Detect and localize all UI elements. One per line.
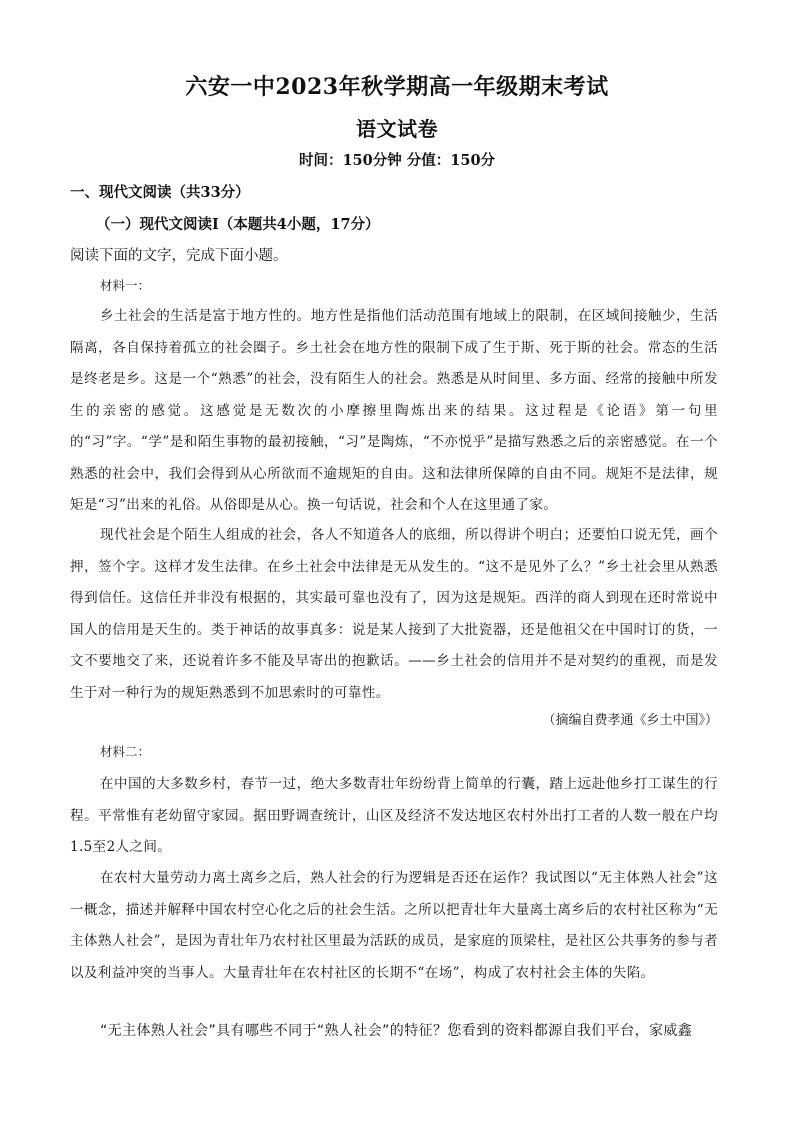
subsection-heading: （一）现代文阅读Ⅰ（本题共4小题，17分） bbox=[96, 216, 380, 233]
material-two-paragraph: 在农村大量劳动力离土离乡之后，熟人社会的行为逻辑是否还在运作？我试图以“无主体熟人社会”这一概念，描述并解释中国农村空心化之后的社会生活。之所以把青壮年大量离土离乡后的农村社区称为“无主体熟人社会”，是因为青壮年乃农村社区里最为活跃的成员，是家庭的顶梁柱，是社区公共事务的参与者以及利益冲突的当事人。大量青壮年在农村社区的长期不“在场”，构成了农村社会主体的失陷。 bbox=[70, 870, 718, 981]
material-one-source: （摘编自费孝通《乡土中国》） bbox=[542, 713, 718, 728]
material-one-paragraph: 现代社会是个陌生人组成的社会，各人不知道各人的底细，所以得讲个明白；还要怕口说无凭，画个押，签个字。这样才发生法律。在乡土社会中法律是无从发生的。“这不是见外了么？”乡土社会里从熟悉得到信任。这信任并非没有根据的，其实最可靠也没有了，因为这是规矩。西洋的商人到现在还时常说中国人的信用是天生的。类于神话的故事真多：说是某人接到了大批瓷器，还是他祖父在中国时订的货，一文不要地交了来，还说着许多不能及早寄出的抱歉话。——乡土社会的信用并不是对契约的重视，而是发生于对一种行为的规矩熟悉到不加思索时的可靠性。 bbox=[70, 527, 718, 701]
reading-instruction: 阅读下面的文字，完成下面小题。 bbox=[70, 248, 288, 264]
material-two-label: 材料二： bbox=[100, 744, 151, 759]
section-heading: 一、现代文阅读（共33分） bbox=[70, 184, 250, 201]
exam-subject-title: 语文试卷 bbox=[356, 117, 438, 141]
exam-title: 六安一中2023年秋学期高一年级期末考试 bbox=[185, 74, 609, 100]
material-one-paragraph: 乡土社会的生活是富于地方性的。地方性是指他们活动范围有地域上的限制，在区域间接触少，生活隔离，各自保持着孤立的社会圈子。乡土社会在地方性的限制下成了生于斯、死于斯的社会。常态的生活是终老是乡。这是一个“熟悉”的社会，没有陌生人的社会。熟悉是从时间里、多方面、经常的接触中所发生的亲密的感觉。这感觉是无数次的小摩擦里陶炼出来的结果。这过程是《论语》第一句里的“习”字。“学”是和陌生事物的最初接触，“习”是陶炼，“不亦悦乎”是描写熟悉之后的亲密感觉。在一个熟悉的社会中，我们会得到从心所欲而不逾规矩的自由。这和法律所保障的自由不同。规矩不是法律，规矩是“习”出来的礼俗。从俗即是从心。换一句话说，社会和个人在这里通了家。 bbox=[70, 308, 718, 513]
material-two-paragraph: “无主体熟人社会”具有哪些不同于“熟人社会”的特征？您看到的资料都源自我们平台，家威鑫 bbox=[100, 1023, 693, 1039]
material-one-label: 材料一： bbox=[100, 278, 151, 293]
exam-time-score: 时间：150分钟 分值：150分 bbox=[298, 152, 496, 169]
material-two-paragraph: 在中国的大多数乡村，春节一过，绝大多数青壮年纷纷背上简单的行囊，踏上远赴他乡打工谋生的行程。平常惟有老幼留守家园。据田野调查统计，山区及经济不发达地区农村外出打工者的人数一般在户均1.5至2人之间。 bbox=[70, 776, 718, 855]
